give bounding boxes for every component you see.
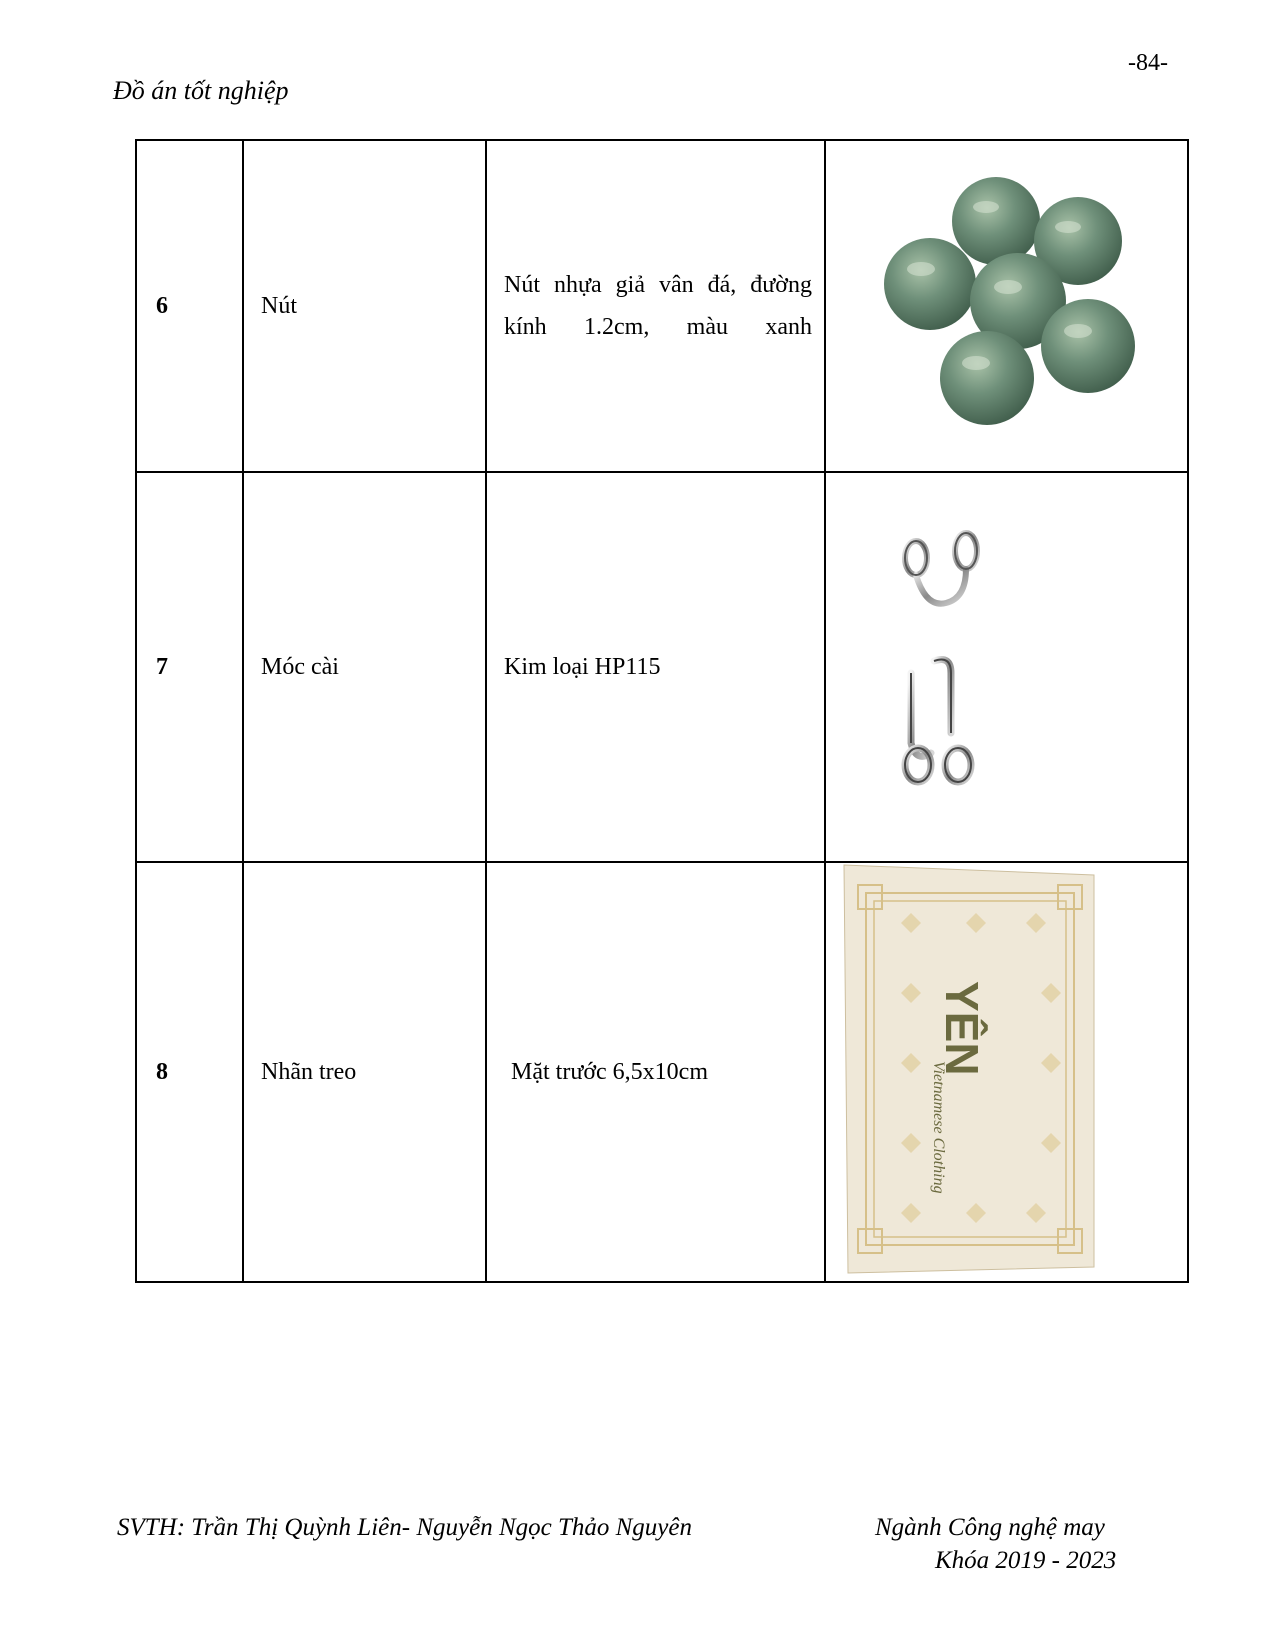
material-description: Kim loại HP115 xyxy=(486,472,825,862)
footer-major: Ngành Công nghệ may xyxy=(875,1514,1105,1541)
page-number: -84- xyxy=(1128,50,1168,76)
materials-table xyxy=(135,139,1189,1283)
material-name: Nút xyxy=(243,140,486,472)
hang-tag-image xyxy=(825,862,1188,1282)
material-description: Mặt trước 6,5x10cm xyxy=(486,862,825,1282)
table-row xyxy=(136,472,1188,862)
tag-subtitle: Vietnamese Clothing xyxy=(930,1061,947,1194)
row-number: 8 xyxy=(136,862,243,1282)
material-description: Nút nhựa giả vân đá, đường kính 1.2cm, màu xanh xyxy=(486,140,825,472)
material-name: Móc cài xyxy=(243,472,486,862)
hook-eye-image xyxy=(825,472,1188,862)
material-name: Nhãn treo xyxy=(243,862,486,1282)
table-row xyxy=(136,862,1188,1282)
row-number: 7 xyxy=(136,472,243,862)
tag-brand: YÊN xyxy=(936,981,988,1076)
button-image xyxy=(825,140,1188,472)
table-row xyxy=(136,140,1188,472)
row-number: 6 xyxy=(136,140,243,472)
footer-authors: SVTH: Trần Thị Quỳnh Liên- Nguyễn Ngọc Thảo Nguyên xyxy=(117,1514,692,1541)
document-title: Đồ án tốt nghiệp xyxy=(113,76,289,105)
footer-course: Khóa 2019 - 2023 xyxy=(935,1547,1117,1574)
